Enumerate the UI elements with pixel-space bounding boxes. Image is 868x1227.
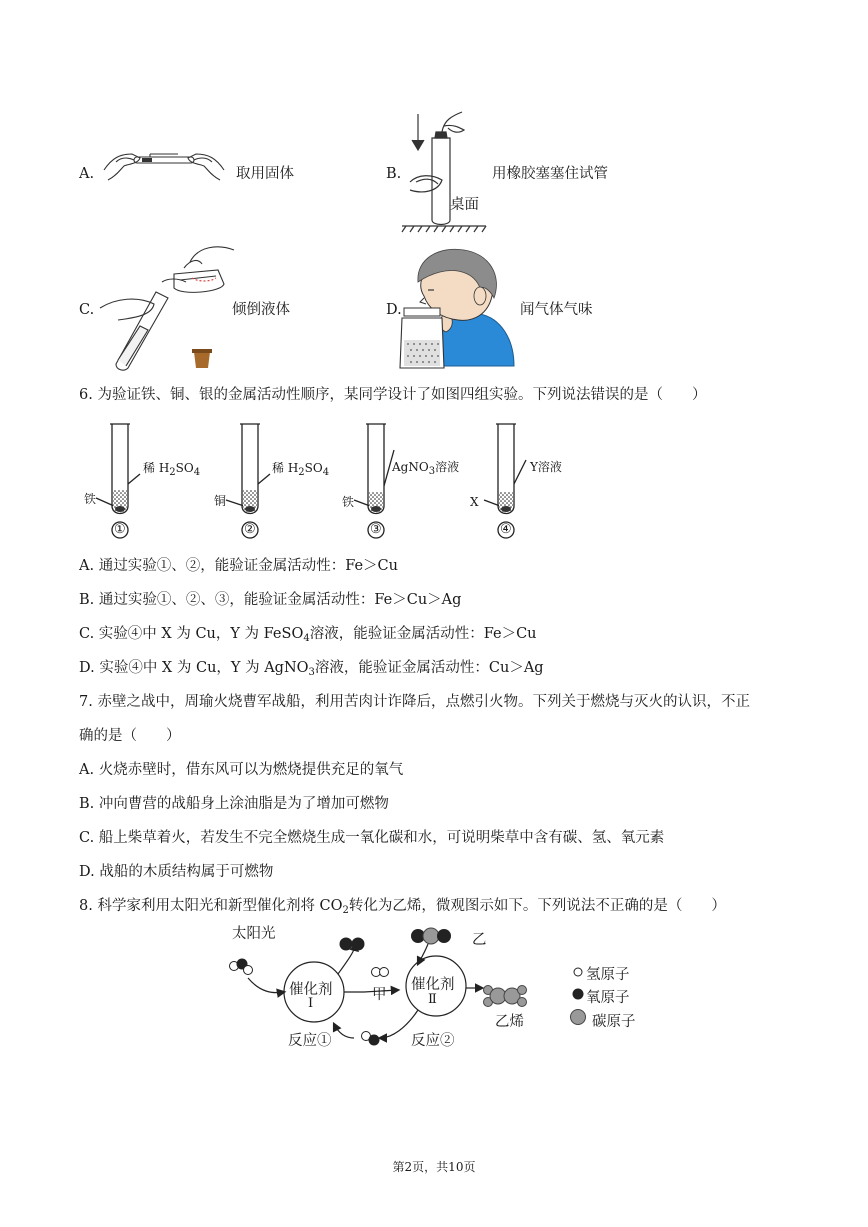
q6-tube1-reagent: 稀 $H_2SO_4$ xyxy=(143,461,201,478)
q6-tube1-number: ① xyxy=(114,522,126,537)
q6-option-a: A. 通过实验①、②，能验证金属活动性：Fe＞Cu xyxy=(79,558,398,574)
q6-tube3-metal: 铁 xyxy=(342,495,355,509)
q7-stem-line1: 7. 赤壁之战中，周瑜火烧曹军战船，利用苦肉计诈降后，点燃引火物。下列关于燃烧与灭火的认识，不正 xyxy=(79,694,750,710)
q8-catalyst1-number: Ⅰ xyxy=(308,996,314,1011)
q5-option-a-letter: A. xyxy=(79,166,95,182)
q6-option-d: D. 实验④中 X 为 Cu，Y 为 AgNO$_3$溶液，能验证金属活动性：Cu＞Ag xyxy=(79,660,544,678)
q8-jia-label: 甲 xyxy=(372,987,387,1003)
q6-option-b: B. 通过实验①、②、③，能验证金属活动性：Fe＞Cu＞Ag xyxy=(79,592,462,608)
q8-legend-oxygen: 氧原子 xyxy=(586,990,630,1006)
q5-option-b-figure xyxy=(402,108,492,236)
q6-tube2-number: ② xyxy=(244,522,256,537)
q6-tube3-reagent: AgNO$_3$溶液 xyxy=(392,460,460,477)
q5-option-b-letter: B. xyxy=(386,166,402,182)
q5-option-d-figure xyxy=(400,248,518,370)
q6-tube4-metal: X xyxy=(470,495,479,509)
q7-option-c: C. 船上柴草着火，若发生不完全燃烧生成一氧化碳和水，可说明柴草中含有碳、氢、氧元素 xyxy=(79,830,665,846)
q7-option-b: B. 冲向曹营的战船身上涂油脂是为了增加可燃物 xyxy=(79,796,389,812)
q6-option-c: C. 实验④中 X 为 Cu，Y 为 FeSO$_4$溶液，能验证金属活动性：Fe＞Cu xyxy=(79,626,537,644)
q8-reaction1-label: 反应① xyxy=(288,1033,332,1049)
q5-option-b-text: 用橡胶塞塞住试管 xyxy=(492,166,608,182)
q7-option-a: A. 火烧赤壁时，借东风可以为燃烧提供充足的氧气 xyxy=(79,762,404,778)
q8-ethylene-label: 乙烯 xyxy=(495,1014,524,1030)
q8-catalyst2-label: 催化剂 xyxy=(411,977,455,993)
q8-yi-label: 乙 xyxy=(472,932,487,948)
q8-legend-hydrogen: 氢原子 xyxy=(586,967,630,983)
q5-option-c-figure xyxy=(98,242,238,370)
q6-test-tubes-figure xyxy=(80,420,540,544)
page-footer: 第2页，共10页 xyxy=(392,1160,476,1174)
q5-option-b-desk-label: 桌面 xyxy=(450,197,479,213)
q5-option-a-text: 取用固体 xyxy=(236,166,294,182)
q8-sunlight-label: 太阳光 xyxy=(232,926,276,942)
q6-tube2-reagent: 稀 $H_2SO_4$ xyxy=(272,461,330,478)
q7-stem-line2: 确的是（ ） xyxy=(79,728,181,744)
q6-stem: 6. 为验证铁、铜、银的金属活动性顺序，某同学设计了如图四组实验。下列说法错误的是（ ） xyxy=(79,387,707,403)
q8-catalyst2-number: Ⅱ xyxy=(428,992,437,1007)
q5-option-c-text: 倾倒液体 xyxy=(232,302,290,318)
q6-tube3-number: ③ xyxy=(370,522,382,537)
q6-tube4-number: ④ xyxy=(500,522,512,537)
q8-legend-carbon: 碳原子 xyxy=(592,1014,636,1030)
q8-catalyst1-label: 催化剂 xyxy=(289,982,333,998)
q7-option-d: D. 战船的木质结构属于可燃物 xyxy=(79,864,274,880)
q8-reaction2-label: 反应② xyxy=(411,1033,455,1049)
q6-tube4-reagent: Y溶液 xyxy=(530,460,562,474)
q5-option-c-letter: C. xyxy=(79,302,95,318)
q5-option-a-figure xyxy=(98,140,230,196)
q6-tube1-metal: 铁 xyxy=(84,492,97,506)
q5-option-d-letter: D. xyxy=(386,302,402,318)
q6-tube2-metal: 铜 xyxy=(214,494,227,508)
q5-option-d-text: 闻气体气味 xyxy=(520,302,593,318)
q8-stem: 8. 科学家利用太阳光和新型催化剂将 $CO_2$转化为乙烯，微观图示如下。下列说法不正确的是（ ） xyxy=(79,898,726,916)
